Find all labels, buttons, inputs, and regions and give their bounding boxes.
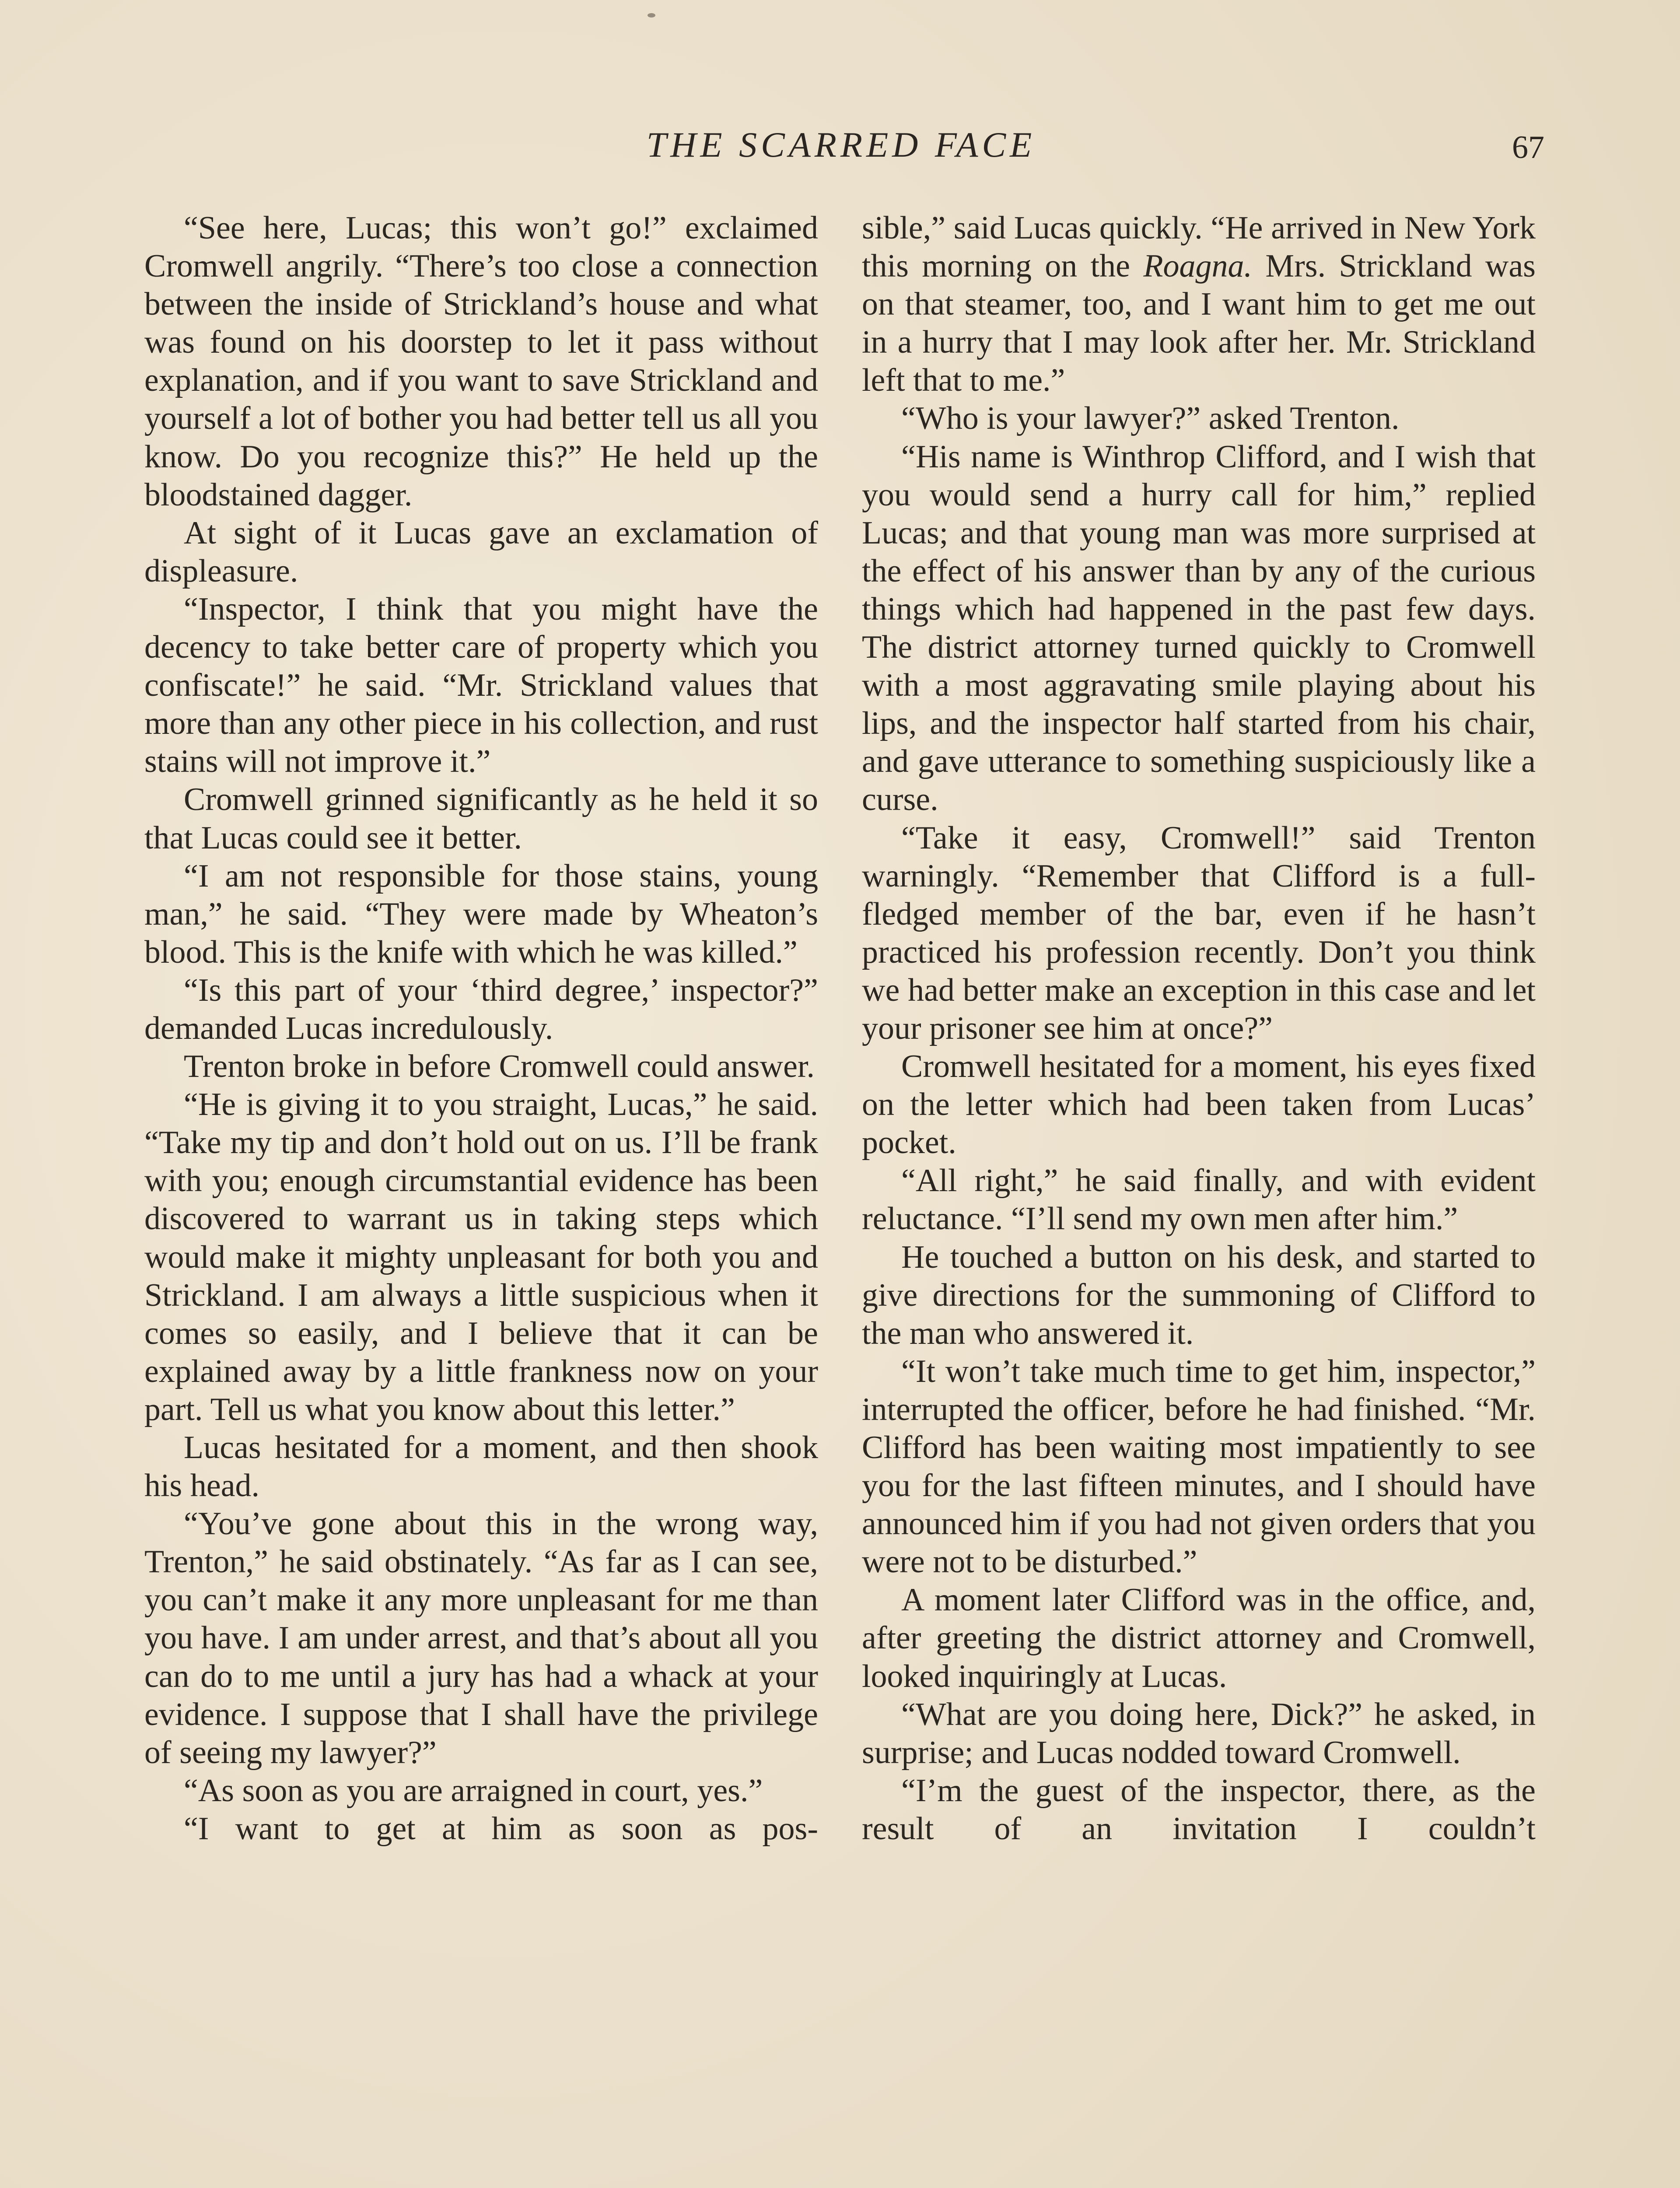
left-column: [144, 209, 818, 1848]
paragraph: At sight of it Lucas gave an exclamation of displeasure.: [144, 515, 818, 589]
running-header: THE SCARRED FACE: [646, 125, 1036, 165]
paragraph: Cromwell hesitated for a moment, his eyes fixed on the letter which had been taken from Lucas’ pocket.: [862, 1048, 1536, 1161]
paragraph: “See here, Lucas; this won’t go!” exclaimed Cromwell angrily. “There’s too close a connection between the inside of Strickland’s house and what was found on his doorstep to let it pass without explanation, and if you want to save Strickland and yourself a lot of bother you had better tell us all you know. Do you recognize this?” He held up the bloodstained dagger.: [144, 210, 818, 513]
paragraph: “Who is your lawyer?” asked Trenton.: [901, 400, 1400, 437]
paragraph: “It won’t take much time to get him, inspector,” interrupted the officer, before he had finished. “Mr. Clifford has been waiting most impatiently to see you for the last fifteen minutes, and I should have announced him if you had not given orders that you were not to be disturbed.”: [862, 1353, 1536, 1580]
paragraph: Trenton broke in before Cromwell could answer.: [184, 1048, 815, 1085]
paragraph: “As soon as you are arraigned in court, yes.”: [184, 1772, 763, 1809]
page-number: 67: [1512, 130, 1544, 165]
paragraph: Lucas hesitated for a moment, and then shook his head.: [144, 1430, 818, 1504]
right-column: [862, 209, 1536, 1848]
paragraph: Cromwell grinned significantly as he held it so that Lucas could see it better.: [144, 782, 818, 856]
top-ornament: [648, 13, 655, 18]
paragraph: “You’ve gone about this in the wrong way, Trenton,” he said obstinately. “As far as I can see, you can’t make it any more unpleasant for me than you have. I am under arrest, and that’s about all you can do to me until a jury has had a whack at your evidence. I suppose that I shall have the privilege of seeing my lawyer?”: [144, 1506, 818, 1771]
paragraph: “All right,” he said finally, and with evident reluctance. “I’ll send my own men after him.”: [862, 1163, 1536, 1237]
paragraph: “I want to get at him as soon as pos-: [184, 1810, 818, 1847]
paragraph: “I am not responsible for those stains, young man,” he said. “They were made by Wheaton’s blood. This is the knife with which he was killed.”: [144, 858, 818, 970]
paragraph: “Take it easy, Cromwell!” said Trenton warningly. “Remember that Clifford is a full-fledged member of the bar, even if he hasn’t practiced his profession recently. Don’t you think we had better make an exception in this case and let your prisoner see him at once?”: [862, 820, 1536, 1046]
continued-paragraph: [862, 209, 1536, 400]
paragraph: “Is this part of your ‘third degree,’ inspector?” demanded Lucas incredulously.: [144, 972, 818, 1046]
continued-text: sible,” said Lucas quickly. “He arrived in New York this morning on the: [862, 210, 1536, 284]
paragraph: “What are you doing here, Dick?” he asked, in surprise; and Lucas nodded toward Cromwell.: [862, 1696, 1536, 1771]
paragraph: “Inspector, I think that you might have the decency to take better care of property which you confiscate!” he said. “Mr. Strickland values that more than any other piece in his collection, and rust stains will not improve it.”: [144, 591, 818, 780]
paragraph: He touched a button on his desk, and started to give directions for the summoning of Clifford to the man who answered it.: [862, 1239, 1536, 1351]
paragraph: “He is giving it to you straight, Lucas,” he said. “Take my tip and don’t hold out on us. I’ll be frank with you; enough circumstantial evidence has been discovered to warrant us in taking steps which would make it mighty unpleasant for both you and Strickland. I am always a little suspicious when it comes so easily, and I believe that it can be explained away by a little frankness now on your part. Tell us what you know about this letter.”: [144, 1087, 818, 1427]
ship-name: Roagna.: [1143, 248, 1253, 284]
paragraph: A moment later Clifford was in the office, and, after greeting the district attorney and Cromwell, looked inquiringly at Lucas.: [862, 1582, 1536, 1694]
paragraph: “I’m the guest of the inspector, there, as the result of an invitation I couldn’t: [862, 1772, 1536, 1847]
continued-text-end: Mrs. Strickland was on that steamer, too, and I want him to get me out in a hurry that I may look after her. Mr. Strickland left that to me.”: [862, 248, 1536, 399]
paragraph: “His name is Winthrop Clifford, and I wish that you would send a hurry call for him,” replied Lucas; and that young man was more surprised at the effect of his answer than by any of the curious things which had happened in the past few days. The district attorney turned quickly to Cromwell with a most aggravating smile playing about his lips, and the inspector half started from his chair, and gave utterance to something suspiciously like a curse.: [862, 438, 1536, 818]
